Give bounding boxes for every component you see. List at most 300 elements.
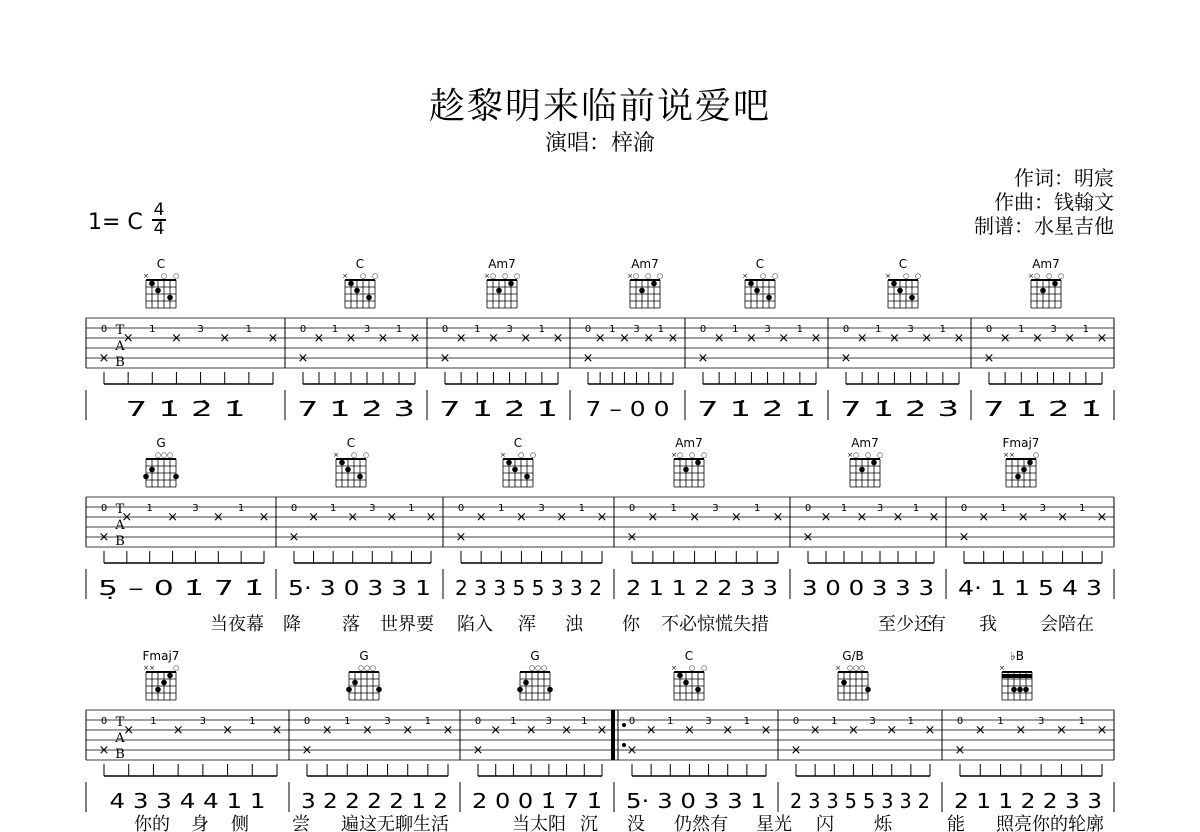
tab-strum-cross: × [172,723,184,738]
chord-dot [871,460,877,466]
lyric-word: 降 [283,614,301,635]
tab-fret-number: 1 [753,503,761,514]
tab-fret-number: 3 [1037,716,1045,727]
tab-fret-number: 1 [831,716,838,727]
tab-fret-number: 1 [997,716,1004,727]
tab-strum-cross: × [442,723,454,738]
tab-fret-number: 0 [457,503,465,514]
tab-strum-cross: × [123,723,135,738]
jianpu-notation: 5̣ – 0 1̇ 7 1̇ [98,576,264,600]
chord-dot [348,281,354,287]
tab-bass-cross: × [840,351,852,366]
tab-strum-cross: × [455,331,467,346]
chord-dot [695,687,701,693]
lyric-word: 仍然有 [674,814,728,832]
chord-open-mark: ○ [357,664,365,672]
chord-dot [512,467,518,473]
chord-name: Fmaj7 [1002,436,1040,450]
tab-fret-number: 0 [100,503,108,514]
chord-open-mark: ○ [688,664,696,672]
chord-name: C [513,436,523,450]
chord-name: C [156,257,166,271]
composer-credit: 作曲：钱翰文 [994,190,1114,214]
chord-name: C [898,257,908,271]
tab-fret-number: 0 [303,716,311,727]
chord-open-mark: ○ [902,272,910,280]
lyric-word: 没 [627,814,645,832]
tab-fret-number: 1 [245,324,253,335]
tab-strum-cross: × [347,510,359,525]
tab-strum-cross: × [556,510,568,525]
tab-fret-number: 1 [939,324,947,335]
tab-bass-cross: × [954,743,966,758]
tab-strum-cross: × [713,331,725,346]
tab-fret-number: 0 [474,716,482,727]
lyric-word: 身 [191,814,209,832]
chord-diagram [742,257,778,308]
tab-fret-number: 3 [907,324,914,335]
tab-fret-number: 1 [237,503,245,514]
tab-strum-cross: × [345,331,357,346]
tab-strum-cross: × [515,510,527,525]
tab-strum-cross: × [402,723,414,738]
chord-dot [366,295,372,301]
tab-fret-number: 0 [699,324,707,335]
tab-fret-number: 1 [581,716,588,727]
tab-fret-number: 1 [424,716,432,727]
chord-open-mark: ○ [362,451,370,459]
tab-bass-cross: × [98,530,110,545]
chord-diagram [627,257,663,308]
chord-dot [859,467,865,473]
tab-fret-number: 0 [956,716,964,727]
lyric-word: 有 [928,614,946,635]
tab-strum-cross: × [924,723,936,738]
tab-fret-number: 0 [584,324,592,335]
tab-strum-cross: × [928,510,940,525]
chord-diagram [671,436,707,487]
time-signature-bottom: 4 [153,218,165,239]
lyric-word: 至少还 [878,614,932,635]
tab-fret-number: 1 [1078,716,1085,727]
tab-fret-number: 1 [578,503,586,514]
chord-dot [677,673,683,679]
chord-open-mark: ○ [363,664,371,672]
chord-dot [167,673,173,679]
jianpu-notation: 5· 3 0 3 3 1 [288,576,431,600]
chord-open-mark: × [149,664,155,672]
song-title: 趁黎明来临前说爱吧 [428,86,771,127]
chord-dot [639,288,645,294]
tab-bass-cross: × [626,743,638,758]
tab-strum-cross: × [594,331,606,346]
chord-open-mark: ○ [676,451,684,459]
tab-strum-cross: × [645,723,657,738]
jianpu-notation: 2 3 3 5 5 3 3 2 [790,789,930,813]
tab-fret-number: 3 [876,503,884,514]
tab-fret-number: 1 [408,503,415,514]
chord-dot [149,281,155,287]
chord-open-mark: ○ [700,451,708,459]
tab-letter: A [115,518,125,533]
lyric-word: 你的 [134,814,170,832]
chord-dot [339,460,345,466]
chord-name: G/B [842,649,864,663]
tab-fret-number: 3 [712,503,719,514]
tab-letter: A [115,339,125,354]
chord-open-mark: ○ [852,664,860,672]
chord-open-mark: ○ [350,451,358,459]
tab-strum-cross: × [490,723,502,738]
chord-barre [1002,674,1032,678]
tab-bass-cross: × [301,743,313,758]
chord-dot [897,288,903,294]
chord-open-mark: × [342,272,348,280]
chord-name: Am7 [488,257,516,271]
chord-open-mark: ○ [644,272,652,280]
tab-strum-cross: × [886,723,898,738]
chord-diagram [143,649,180,700]
tab-strum-cross: × [122,331,134,346]
chord-open-mark: ○ [540,664,548,672]
chord-dot [496,288,502,294]
tab-fret-number: 1 [796,324,804,335]
tab-fret-number: 1 [732,324,739,335]
staff-row [86,649,1114,832]
tab-fret-number: 0 [441,324,449,335]
tab-letter: T [115,502,125,517]
chord-dot [683,680,689,686]
chord-name: G [156,436,166,450]
chord-open-mark: × [1009,451,1015,459]
chord-open-mark: × [143,664,149,672]
chord-dot [748,281,754,287]
chord-diagram [333,436,369,487]
chord-diagram [885,257,921,308]
chord-open-mark: × [484,272,490,280]
tab-strum-cross: × [847,723,859,738]
lyric-word: 尝 [292,814,310,832]
tab-fret-number: 3 [1050,324,1057,335]
tab-strum-cross: × [778,331,790,346]
tab-strum-cross: × [689,510,701,525]
tab-bass-cross: × [802,530,814,545]
chord-dot [173,474,179,480]
lyric-word: 陷入 [457,614,493,635]
chord-open-mark: × [742,272,748,280]
chord-dot [345,467,351,473]
tab-fret-number: 1 [657,324,665,335]
chord-open-mark: ○ [154,451,162,459]
tab-strum-cross: × [222,723,234,738]
tab-bass-cross: × [958,530,970,545]
chord-open-mark: ○ [371,272,379,280]
repeat-dot [622,743,626,747]
jianpu-notation: 4· 1 1 5 4 3 [958,576,1102,600]
chord-open-mark: × [885,272,891,280]
chord-diagram [999,649,1032,700]
tab-strum-cross: × [760,723,772,738]
tab-bass-cross: × [455,530,467,545]
chord-open-mark: × [1028,272,1034,280]
chord-dot [517,687,523,693]
chord-open-mark: × [847,451,853,459]
staff-row [86,257,1114,421]
chord-open-mark: ○ [858,664,866,672]
tab-fret-number: 1 [344,716,351,727]
repeat-bar-thick [611,710,615,760]
chord-dot [683,467,689,473]
tab-strum-cross: × [1096,331,1108,346]
chord-dot [143,474,149,480]
tab-strum-cross: × [377,331,389,346]
chord-dot [695,460,701,466]
chord-open-mark: ○ [759,272,767,280]
tab-bass-cross: × [439,351,451,366]
chord-diagram [342,257,378,308]
chord-dot [909,295,915,301]
chord-dot [891,281,897,287]
jianpu-notation: 2 3 3 5 5 3 3 2 [455,576,602,600]
jianpu-notation: 7 1̇ 2̇ 1̇ [125,397,246,421]
tab-bass-cross: × [983,351,995,366]
chord-open-mark: × [627,272,633,280]
jianpu-notation: 2 0 0 1̇ 7 1̇ [472,789,602,813]
chord-dot [841,680,847,686]
jianpu-notation: 2 1 1 2 2 3 3 [626,576,778,600]
tab-strum-cross: × [856,510,868,525]
chord-diagram [143,436,179,487]
tab-fret-number: 1 [331,324,339,335]
chord-dot [1021,467,1027,473]
chord-open-mark: × [671,664,677,672]
singer-line: 演唱：梓渝 [544,131,655,156]
chord-dot [357,474,363,480]
tab-strum-cross: × [643,331,655,346]
chord-dot [161,680,167,686]
tab-bass-cross: × [582,351,594,366]
chord-open-mark: ○ [656,272,664,280]
chord-diagram [671,649,707,700]
tab-fret-number: 1 [538,324,546,335]
chord-dot [523,680,529,686]
chord-open-mark: × [835,664,841,672]
chord-diagram [1003,436,1040,487]
arranger-credit: 制谱：水星吉他 [974,214,1114,238]
tab-strum-cross: × [722,723,734,738]
tab-strum-cross: × [772,510,784,525]
tab-bass-cross: × [98,351,110,366]
tab-bass-cross: × [472,743,484,758]
chord-open-mark: × [500,451,506,459]
tab-strum-cross: × [561,723,573,738]
tab-fret-number: 0 [804,503,812,514]
tab-strum-cross: × [1057,510,1069,525]
chord-dot [766,295,772,301]
chord-name: Am7 [675,436,703,450]
tab-strum-cross: × [888,331,900,346]
chord-open-mark: ○ [688,451,696,459]
chord-open-mark: × [999,664,1005,672]
chord-dot [167,295,173,301]
lyricist-credit: 作词：明宸 [1014,166,1114,190]
time-signature-top: 4 [153,200,165,220]
tab-strum-cross: × [170,331,182,346]
repeat-dot [622,723,626,727]
chord-open-mark: ○ [359,272,367,280]
chord-dot [1040,288,1046,294]
lyric-word: 世界要 [380,614,434,635]
chord-diagram [143,257,179,308]
jianpu-notation: 7 – 0 0 [585,397,670,421]
chord-dot [1052,281,1058,287]
chord-diagram [484,257,520,308]
lyric-word: 你 [622,614,640,635]
tab-strum-cross: × [267,331,279,346]
tab-strum-cross: × [1064,331,1076,346]
tab-strum-cross: × [596,510,608,525]
chord-open-mark: ○ [172,664,180,672]
tab-fret-number: 3 [369,503,376,514]
tab-strum-cross: × [121,510,133,525]
chord-dot [865,687,871,693]
chord-open-mark: × [143,272,149,280]
tab-fret-number: 0 [985,324,993,335]
tab-fret-number: 1 [1000,503,1007,514]
chord-open-mark: ○ [864,451,872,459]
chord-open-mark: ○ [528,664,536,672]
tab-fret-number: 0 [100,716,108,727]
tab-fret-number: 0 [628,716,636,727]
tab-fret-number: 0 [960,503,968,514]
chord-dot [524,474,530,480]
tab-strum-cross: × [1031,331,1043,346]
tab-letter: B [115,747,125,762]
tab-strum-cross: × [361,723,373,738]
chord-name: Am7 [631,257,659,271]
chord-open-mark: ○ [172,272,180,280]
tab-strum-cross: × [1015,723,1027,738]
lyric-word: 浑 [518,614,536,635]
chord-open-mark: ○ [529,451,537,459]
tab-strum-cross: × [321,723,333,738]
tab-fret-number: 1 [1082,324,1090,335]
tab-strum-cross: × [978,510,990,525]
tab-fret-number: 1 [249,716,256,727]
tab-fret-number: 1 [149,324,156,335]
jianpu-notation: 3 0 0 3 3 3 [802,576,934,600]
chord-open-mark: ○ [369,664,377,672]
tab-letter: T [115,715,125,730]
tab-bass-cross: × [697,351,709,366]
chord-open-mark: ○ [914,272,922,280]
tab-strum-cross: × [921,331,933,346]
tab-fret-number: 1 [474,324,481,335]
tab-fret-number: 1 [667,716,674,727]
tab-strum-cross: × [618,331,630,346]
tab-fret-number: 3 [633,324,640,335]
tab-strum-cross: × [1055,723,1067,738]
chord-name: G [359,649,369,663]
tab-strum-cross: × [730,510,742,525]
jianpu-notation: 7 1̇ 2̇ 3̇ [297,397,415,421]
chord-open-mark: ○ [1033,272,1041,280]
tab-strum-cross: × [552,331,564,346]
tab-fret-number: 3 [869,716,876,727]
key-signature: 1= C [88,210,143,235]
tab-strum-cross: × [487,331,499,346]
tab-fret-number: 1 [743,716,751,727]
tab-fret-number: 3 [506,324,513,335]
tab-strum-cross: × [219,331,231,346]
tab-strum-cross: × [425,510,437,525]
tab-strum-cross: × [892,510,904,525]
tab-fret-number: 1 [609,324,616,335]
chord-open-mark: ○ [846,664,854,672]
tab-strum-cross: × [525,723,537,738]
tab-strum-cross: × [953,331,965,346]
tab-fret-number: 1 [840,503,848,514]
tab-strum-cross: × [683,723,695,738]
lyric-word: 我 [979,614,997,635]
tab-fret-number: 3 [192,503,199,514]
tab-fret-number: 1 [146,503,153,514]
chord-dot [506,460,512,466]
lyric-word: 能 [947,814,965,832]
lyric-word: 侧 [231,814,249,832]
chord-dot [1023,687,1029,693]
tab-fret-number: 0 [792,716,800,727]
lyric-word: 遍这无聊生活 [341,814,449,832]
staff-row [86,436,1114,635]
tab-fret-number: 1 [1079,503,1086,514]
chord-dot [376,687,382,693]
tab-bass-cross: × [98,743,110,758]
chord-name: Am7 [1032,257,1060,271]
tab-bass-cross: × [288,530,300,545]
tab-letter: B [115,355,125,370]
jianpu-notation: 5· 3 0 3 3 1 [626,789,766,813]
tab-strum-cross: × [974,723,986,738]
tab-fret-number: 1 [395,324,403,335]
tab-strum-cross: × [212,510,224,525]
chord-name: C [684,649,694,663]
tab-strum-cross: × [809,723,821,738]
chord-dot [354,288,360,294]
chord-name: Am7 [851,436,879,450]
tab-fret-number: 1 [1018,324,1025,335]
chord-open-mark: ○ [852,451,860,459]
tab-fret-number: 0 [100,324,108,335]
tab-fret-number: 3 [538,503,545,514]
tab-fret-number: 1 [670,503,677,514]
tab-bass-cross: × [297,351,309,366]
tab-strum-cross: × [409,331,421,346]
chord-dot [1017,687,1023,693]
tab-strum-cross: × [258,510,270,525]
chord-name: C [346,436,356,450]
tab-strum-cross: × [386,510,398,525]
chord-dot [155,288,161,294]
jianpu-notation: 7 1̇ 2̇ 1̇ [439,397,558,421]
chord-open-mark: ○ [700,664,708,672]
chord-open-mark: ○ [489,272,497,280]
tab-strum-cross: × [1096,723,1108,738]
tab-strum-cross: × [313,331,325,346]
lyric-word: 烁 [874,814,892,832]
chord-dot [352,680,358,686]
chord-open-mark: ○ [1057,272,1065,280]
